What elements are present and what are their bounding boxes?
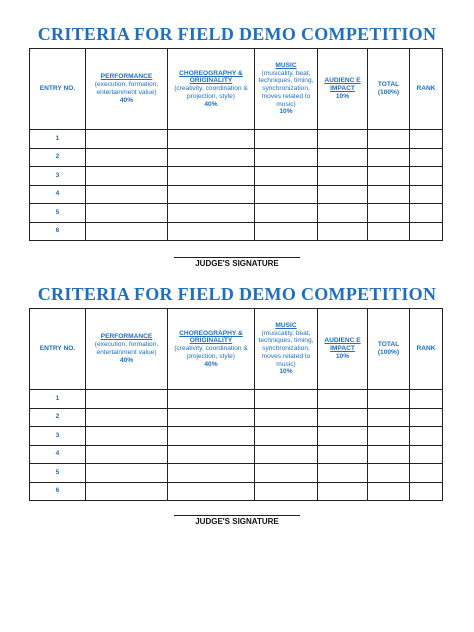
score-cell[interactable]	[86, 408, 168, 427]
score-cell[interactable]	[318, 222, 368, 241]
total-label: TOTAL	[377, 341, 400, 349]
score-cell[interactable]	[168, 390, 255, 409]
score-cell[interactable]	[368, 204, 410, 223]
score-cell[interactable]	[368, 464, 410, 483]
header-performance	[86, 309, 168, 390]
score-cell[interactable]	[410, 222, 443, 241]
table-row	[30, 482, 443, 501]
music-desc: (musicality, beat, techniques, timing, synchronization, moves related to music)	[258, 69, 314, 108]
choreography-desc: (creativity, coordination & projection, style)	[174, 345, 248, 360]
score-cell[interactable]	[86, 222, 168, 241]
score-cell[interactable]	[318, 445, 368, 464]
score-cell[interactable]	[410, 167, 443, 186]
score-cell[interactable]	[255, 204, 318, 223]
score-cell[interactable]	[410, 427, 443, 446]
score-cell[interactable]	[318, 185, 368, 204]
header-music	[255, 309, 318, 390]
score-cell[interactable]	[368, 222, 410, 241]
score-cell[interactable]	[255, 222, 318, 241]
score-cell[interactable]	[318, 390, 368, 409]
score-cell[interactable]	[255, 390, 318, 409]
score-cell[interactable]	[255, 185, 318, 204]
score-cell[interactable]	[168, 204, 255, 223]
header-entry-no: ENTRY NO.	[30, 49, 86, 130]
table-row	[30, 204, 443, 223]
score-cell[interactable]	[410, 185, 443, 204]
score-cell[interactable]	[368, 445, 410, 464]
performance-label: PERFORMANCE	[100, 333, 153, 341]
judge-signature-label: JUDGE'S SIGNATURE	[195, 517, 279, 526]
choreography-pct: 40%	[204, 360, 218, 368]
signature-line[interactable]	[174, 515, 300, 516]
performance-desc: (execution, formation, entertainment value)	[94, 341, 159, 356]
score-cell[interactable]	[86, 482, 168, 501]
table-row	[30, 390, 443, 409]
score-cell[interactable]	[86, 427, 168, 446]
score-cell[interactable]	[368, 167, 410, 186]
header-audience-impact	[318, 309, 368, 390]
table-row	[30, 464, 443, 483]
score-cell[interactable]	[410, 204, 443, 223]
entry-number: 6	[30, 482, 86, 501]
score-cell[interactable]	[368, 185, 410, 204]
audience-pct: 10%	[335, 352, 350, 360]
score-cell[interactable]	[168, 482, 255, 501]
score-cell[interactable]	[318, 204, 368, 223]
score-cell[interactable]	[410, 408, 443, 427]
entry-number: 1	[30, 130, 86, 149]
table-row	[30, 408, 443, 427]
entry-number: 2	[30, 408, 86, 427]
table-row	[30, 167, 443, 186]
header-rank: RANK	[410, 309, 443, 390]
choreography-pct: 40%	[204, 100, 218, 108]
choreography-label: CHOREOGRAPHY & ORIGINALITY	[179, 329, 243, 345]
score-cell[interactable]	[410, 390, 443, 409]
criteria-table	[29, 308, 443, 501]
score-cell[interactable]	[86, 185, 168, 204]
score-cell[interactable]	[368, 130, 410, 149]
score-cell[interactable]	[410, 482, 443, 501]
score-cell[interactable]	[368, 427, 410, 446]
entry-number: 2	[30, 148, 86, 167]
score-cell[interactable]	[168, 464, 255, 483]
table-row	[30, 148, 443, 167]
header-total	[368, 49, 410, 130]
score-cell[interactable]	[168, 222, 255, 241]
choreography-desc: (creativity, coordination & projection, style)	[174, 85, 248, 100]
form-title: CRITERIA FOR FIELD DEMO COMPETITION	[37, 24, 437, 44]
performance-pct: 40%	[119, 96, 134, 104]
table-row	[30, 445, 443, 464]
criteria-table	[29, 48, 443, 241]
music-pct: 10%	[279, 368, 293, 376]
header-rank: RANK	[410, 49, 443, 130]
score-cell[interactable]	[255, 408, 318, 427]
score-cell[interactable]	[86, 464, 168, 483]
performance-desc: (execution, formation, entertainment value)	[94, 81, 159, 96]
table-row	[30, 130, 443, 149]
table-header-row	[30, 49, 443, 130]
score-cell[interactable]	[255, 148, 318, 167]
entry-number: 6	[30, 222, 86, 241]
score-cell[interactable]	[168, 427, 255, 446]
score-cell[interactable]	[86, 130, 168, 149]
score-cell[interactable]	[368, 482, 410, 501]
header-music	[255, 49, 318, 130]
score-cell[interactable]	[255, 482, 318, 501]
score-cell[interactable]	[86, 167, 168, 186]
score-cell[interactable]	[410, 130, 443, 149]
score-cell[interactable]	[255, 427, 318, 446]
music-desc: (musicality, beat, techniques, timing, synchronization, moves related to music)	[258, 329, 314, 368]
score-cell[interactable]	[410, 464, 443, 483]
table-row	[30, 222, 443, 241]
score-cell[interactable]	[86, 390, 168, 409]
header-entry-no: ENTRY NO.	[30, 309, 86, 390]
choreography-label: CHOREOGRAPHY & ORIGINALITY	[179, 69, 243, 85]
score-cell[interactable]	[255, 445, 318, 464]
score-cell[interactable]	[318, 167, 368, 186]
score-cell[interactable]	[410, 148, 443, 167]
score-cell[interactable]	[168, 148, 255, 167]
entry-number: 4	[30, 445, 86, 464]
score-cell[interactable]	[368, 390, 410, 409]
signature-line[interactable]	[174, 257, 300, 258]
score-cell[interactable]	[318, 408, 368, 427]
score-cell[interactable]	[318, 130, 368, 149]
score-cell[interactable]	[168, 167, 255, 186]
score-cell[interactable]	[318, 482, 368, 501]
music-label: MUSIC	[275, 61, 297, 69]
score-cell[interactable]	[168, 445, 255, 464]
header-choreography	[168, 49, 255, 130]
score-cell[interactable]	[368, 408, 410, 427]
score-cell[interactable]	[86, 445, 168, 464]
audience-label: AUDIENC E IMPACT	[324, 337, 361, 353]
score-cell[interactable]	[255, 464, 318, 483]
score-cell[interactable]	[368, 148, 410, 167]
table-row	[30, 427, 443, 446]
form-title: CRITERIA FOR FIELD DEMO COMPETITION	[37, 284, 437, 304]
score-cell[interactable]	[86, 148, 168, 167]
header-choreography	[168, 309, 255, 390]
header-audience-impact	[318, 49, 368, 130]
performance-label: PERFORMANCE	[100, 73, 153, 81]
entry-number: 1	[30, 390, 86, 409]
score-cell[interactable]	[255, 130, 318, 149]
score-cell[interactable]	[168, 408, 255, 427]
entry-number: 3	[30, 427, 86, 446]
entry-number: 4	[30, 185, 86, 204]
score-cell[interactable]	[86, 204, 168, 223]
header-total	[368, 309, 410, 390]
total-sub: (100%)	[377, 89, 400, 96]
score-cell[interactable]	[168, 185, 255, 204]
entry-number: 5	[30, 464, 86, 483]
audience-pct: 10%	[335, 92, 350, 100]
score-cell[interactable]	[168, 130, 255, 149]
audience-label: AUDIENC E IMPACT	[324, 77, 361, 93]
total-label: TOTAL	[377, 81, 400, 89]
score-cell[interactable]	[318, 464, 368, 483]
music-label: MUSIC	[275, 321, 297, 329]
table-row	[30, 185, 443, 204]
judge-signature-label: JUDGE'S SIGNATURE	[195, 259, 279, 268]
total-sub: (100%)	[377, 349, 400, 356]
score-cell[interactable]	[255, 167, 318, 186]
table-header-row	[30, 309, 443, 390]
score-cell[interactable]	[318, 427, 368, 446]
music-pct: 10%	[279, 108, 293, 116]
score-cell[interactable]	[318, 148, 368, 167]
header-performance	[86, 49, 168, 130]
score-cell[interactable]	[410, 445, 443, 464]
entry-number: 3	[30, 167, 86, 186]
entry-number: 5	[30, 204, 86, 223]
performance-pct: 40%	[119, 356, 134, 364]
